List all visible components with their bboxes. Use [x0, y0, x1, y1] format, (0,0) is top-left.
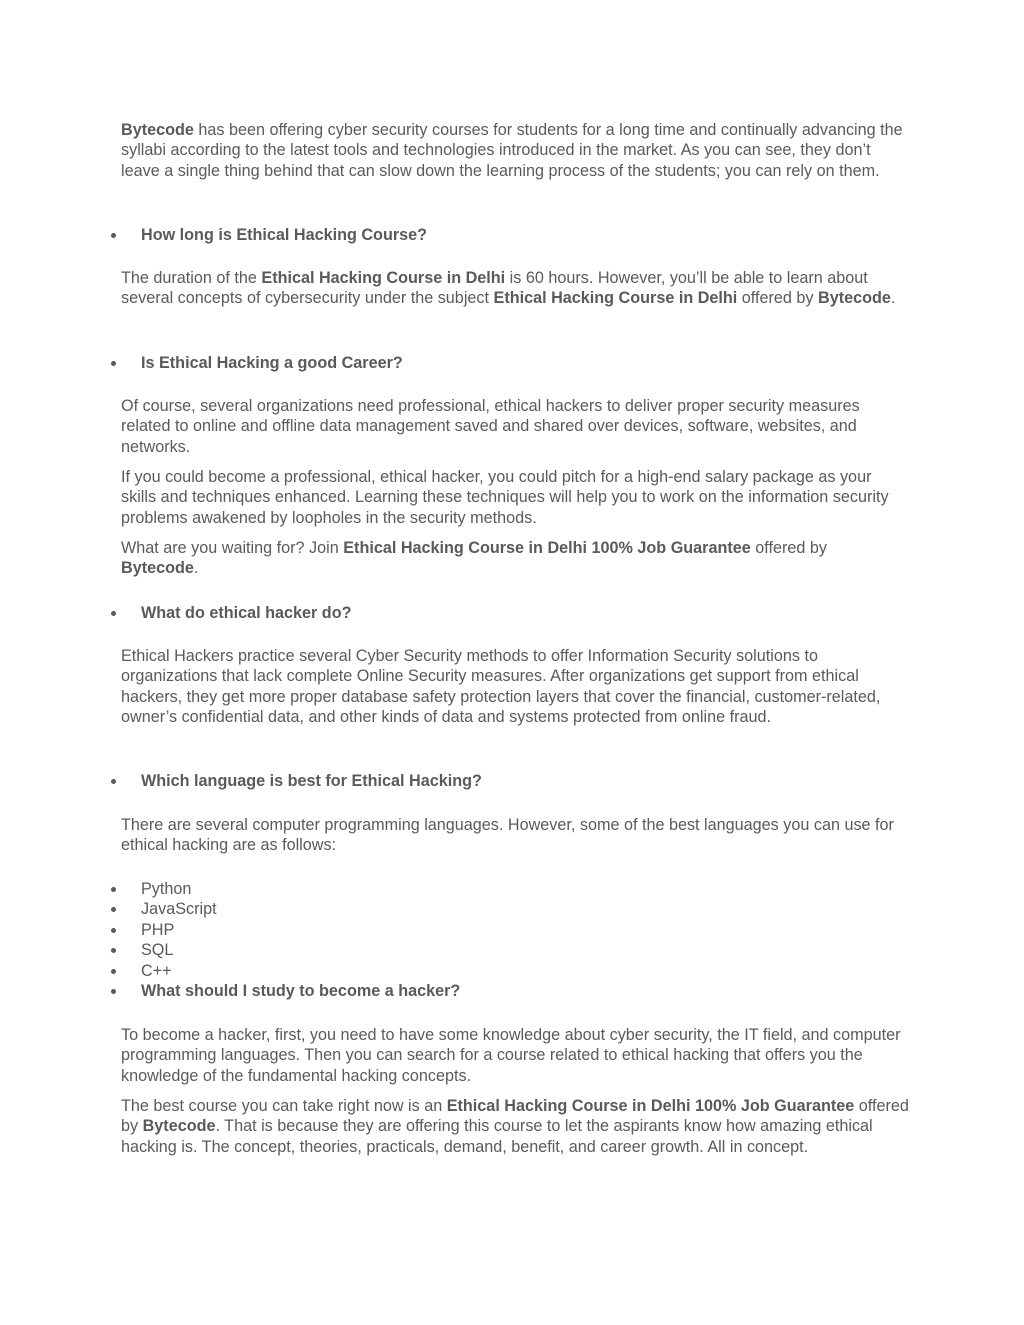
course-name: Ethical Hacking Course in Delhi 100% Job Guarantee	[446, 1097, 855, 1115]
bullet-icon	[111, 907, 116, 912]
language-name: JavaScript	[141, 900, 217, 918]
language-name: C++	[141, 962, 172, 980]
brand-name: Bytecode	[121, 559, 194, 578]
career-paragraph-3	[121, 538, 911, 579]
brand-name: Bytecode	[121, 121, 194, 139]
language-item	[0, 940, 1024, 961]
study-paragraph-1: To become a hacker, first, you need to have some knowledge about cyber security, the IT field, and computer programming languages. Then you can search for a course related to ethical hacking that offers you the knowledge of the fundamental hacking concepts.	[121, 1026, 901, 1085]
bullet-icon	[111, 969, 116, 974]
duration-paragraph	[121, 268, 911, 309]
study-paragraph-2	[121, 1096, 911, 1157]
bullet-icon	[111, 989, 116, 994]
language-name: SQL	[141, 941, 174, 959]
faq-question-study	[0, 981, 1024, 1002]
faq-question-career	[0, 353, 1024, 374]
text-run: .	[193, 559, 199, 578]
course-name: Ethical Hacking Course in Delhi	[493, 289, 738, 308]
faq-question-what-do	[0, 603, 1024, 624]
bullet-icon	[111, 611, 116, 616]
career-paragraph-1: Of course, several organizations need professional, ethical hackers to deliver proper security measures related to online and offline data management saved and shared over devices, software, websites, and networks.	[121, 397, 860, 456]
what-do-paragraph: Ethical Hackers practice several Cyber Security methods to offer Information Security solutions to organizations that lack complete Online Security measures. After organizations get support from ethical hackers, they get more proper database safety protection layers that cover the financial, customer-related, owner’s confidential data, and other kinds of data and systems protected from online fraud.	[121, 647, 881, 727]
language-item	[0, 899, 1024, 920]
language-paragraph: There are several computer programming languages. However, some of the best languages you can use for ethical hacking are as follows:	[121, 816, 894, 855]
intro-paragraph	[121, 120, 911, 181]
bullet-icon	[111, 361, 116, 366]
brand-name: Bytecode	[142, 1117, 216, 1136]
question-text: Which language is best for Ethical Hacking?	[141, 772, 482, 790]
language-item	[0, 920, 1024, 941]
language-name: PHP	[141, 921, 175, 939]
text-run: The best course you can take right now is an	[121, 1097, 447, 1115]
text-run: offered by	[121, 1097, 909, 1136]
language-item	[0, 961, 1024, 982]
bullet-icon	[111, 887, 116, 892]
language-item	[0, 879, 1024, 900]
question-text: What do ethical hacker do?	[141, 604, 352, 622]
faq-question-language	[0, 771, 1024, 792]
course-name: Ethical Hacking Course in Delhi	[261, 269, 506, 287]
text-run: .	[890, 289, 896, 308]
bullet-icon	[111, 233, 116, 238]
career-paragraph-2: If you could become a professional, ethical hacker, you could pitch for a high-end salary package as your skills and techniques enhanced. Learning these techniques will help you to work on the information security problems awakened by loopholes in the security methods.	[121, 468, 889, 527]
text-run: offered by	[750, 539, 827, 557]
question-text: Is Ethical Hacking a good Career?	[141, 354, 403, 372]
bullet-icon	[111, 948, 116, 953]
faq-question-duration	[0, 225, 1024, 246]
text-run: offered by	[737, 289, 818, 308]
text-run: . That is because they are offering this course to let the aspirants know how amazing ethical hacking is. The concept, theories, practicals, demand, benefit, and career growth. All in concept.	[121, 1117, 873, 1156]
question-text: What should I study to become a hacker?	[141, 982, 461, 1000]
brand-name: Bytecode	[818, 289, 891, 308]
question-text: How long is Ethical Hacking Course?	[141, 226, 428, 244]
bullet-icon	[111, 928, 116, 933]
intro-text: has been offering cyber security courses for students for a long time and continually advancing the syllabi according to the latest tools and technologies introduced in the market. As you can see, they don’t leave a single thing behind that can slow down the learning process of the students; you can rely on them.	[121, 121, 903, 180]
text-run: is 60 hours. However, you’ll be able to learn about several concepts of cybersecurity under the subject	[121, 269, 868, 308]
course-name: Ethical Hacking Course in Delhi 100% Job Guarantee	[343, 539, 751, 557]
text-run: What are you waiting for? Join	[121, 539, 344, 557]
language-name: Python	[141, 880, 192, 898]
text-run: The duration of the	[121, 269, 262, 287]
bullet-icon	[111, 779, 116, 784]
